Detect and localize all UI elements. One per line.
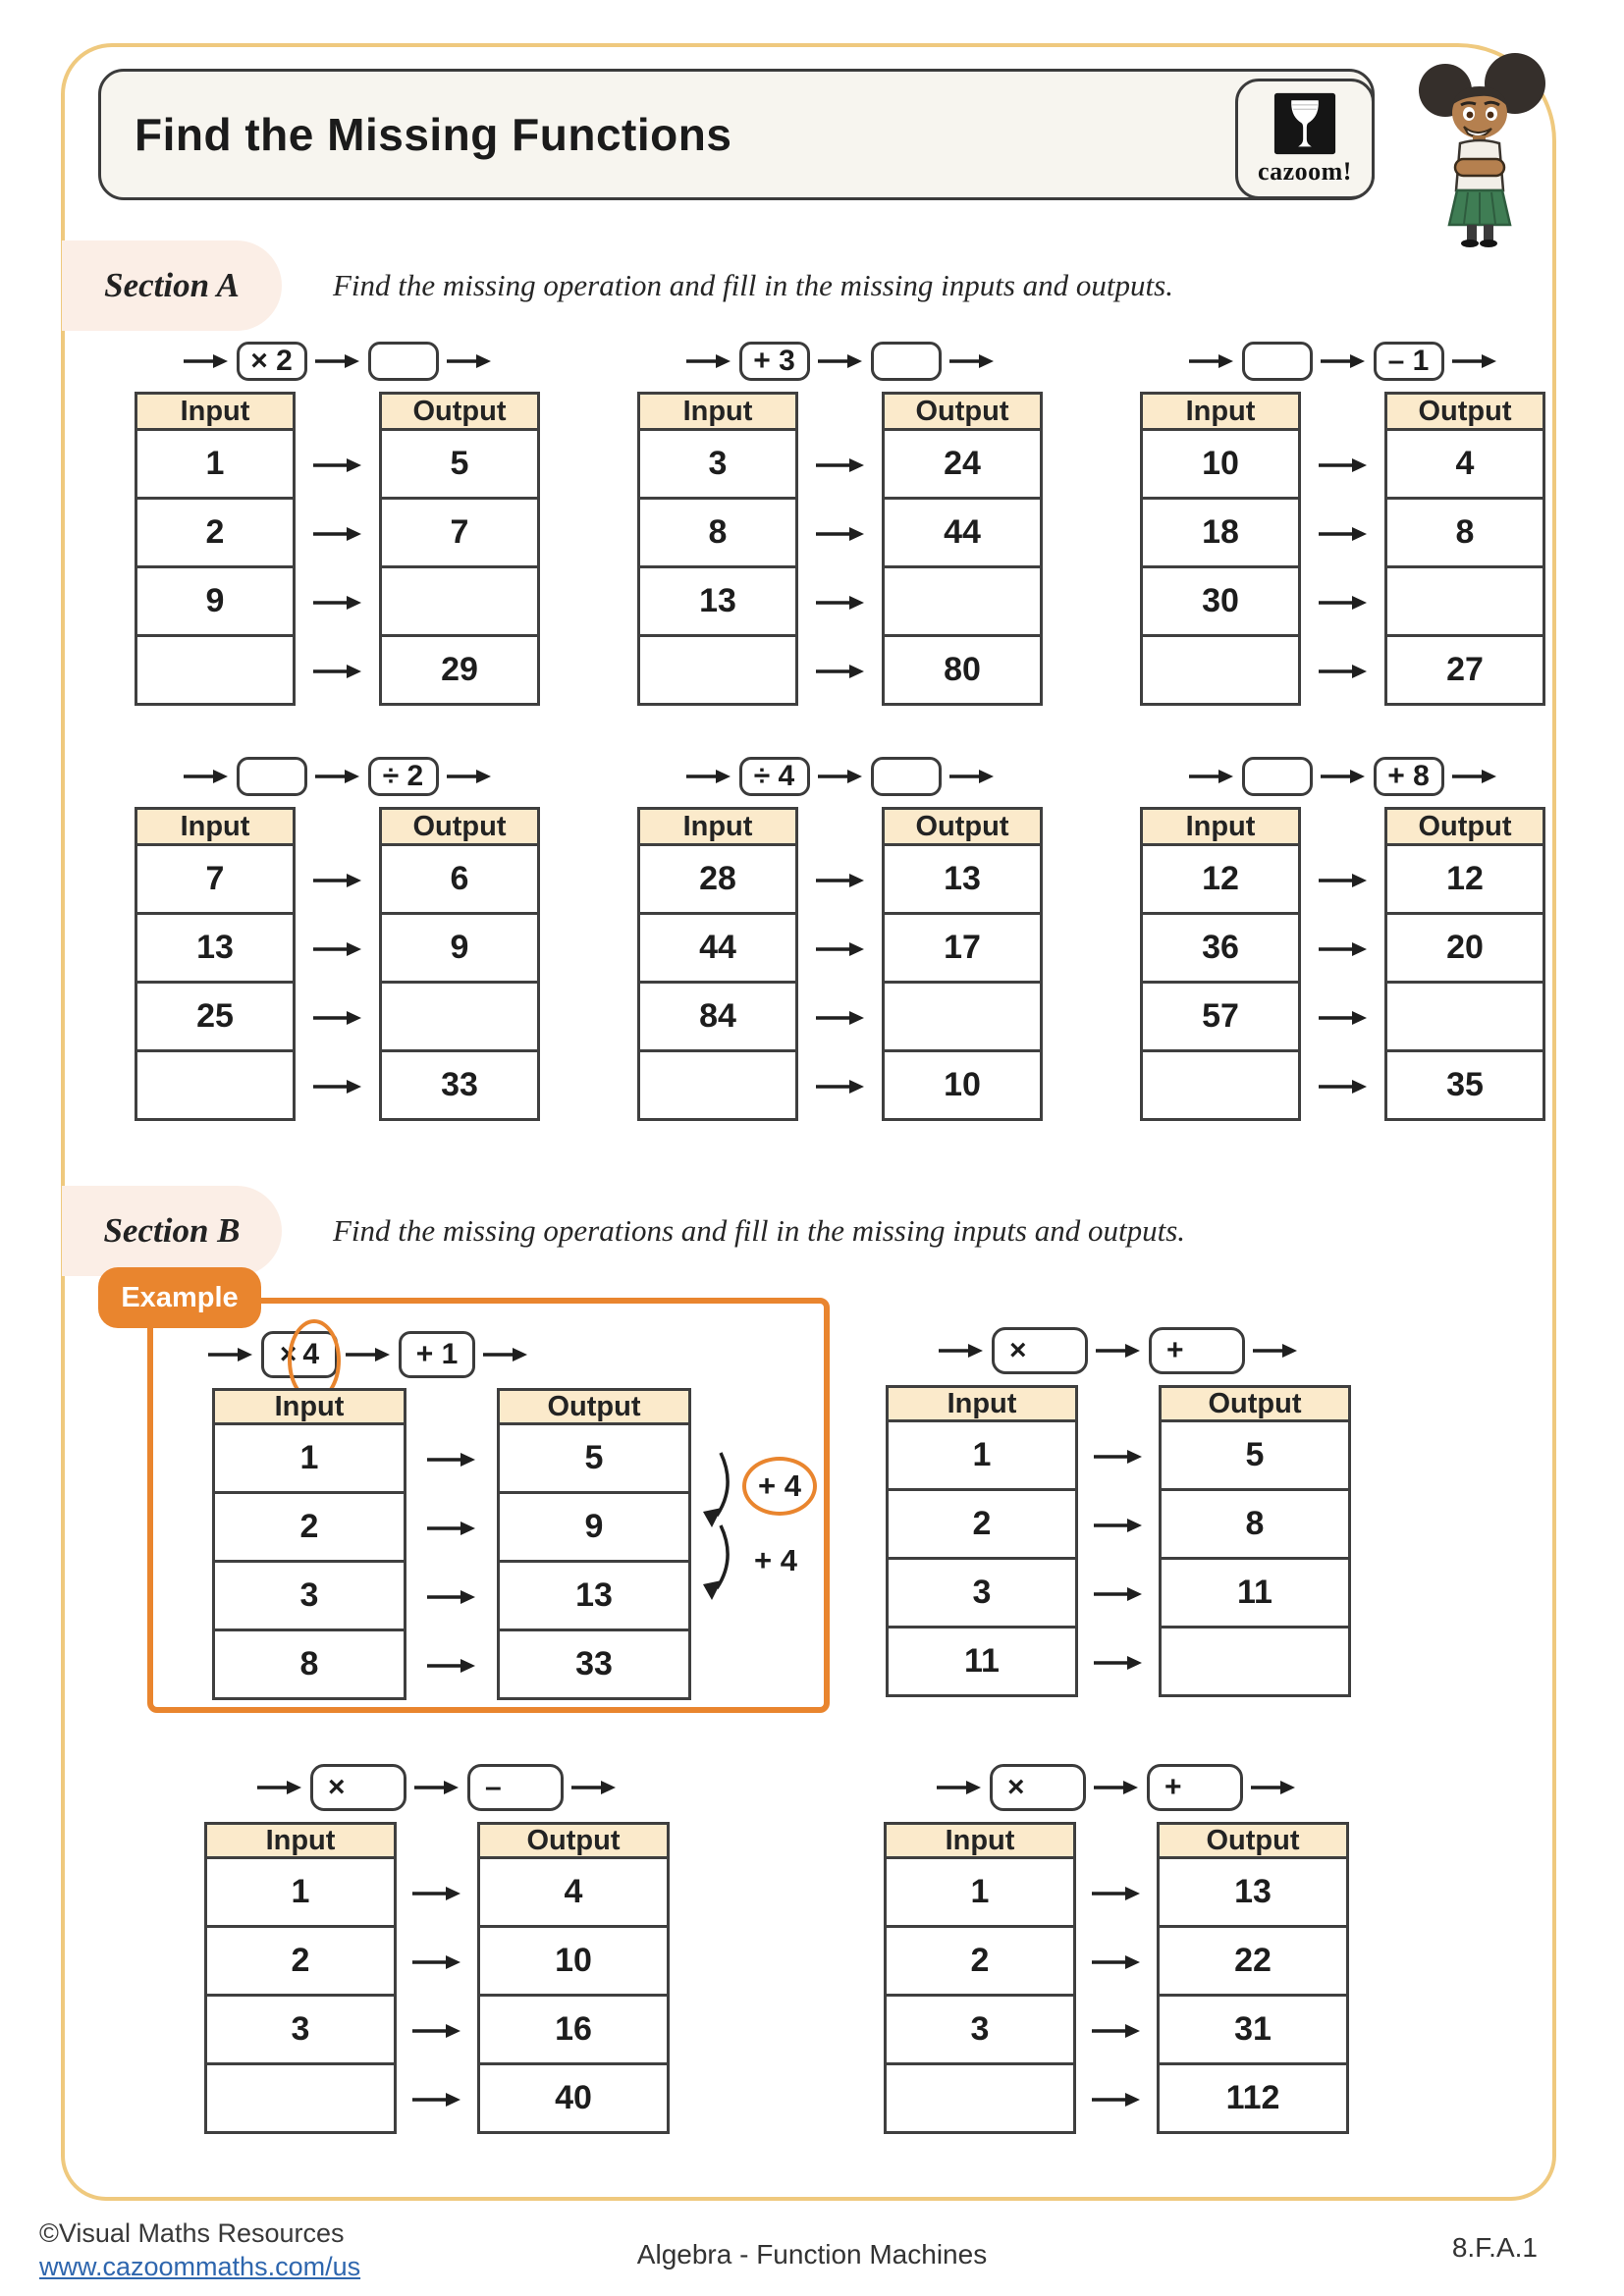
operation-row [886,1327,1351,1374]
input-cell[interactable]: 18 [1143,500,1298,568]
output-header: Output [1387,395,1543,431]
input-header: Input [640,395,795,431]
row-arrows [296,392,379,706]
output-cell: 33 [575,1645,613,1682]
section-b-label: Section B [62,1186,282,1276]
worksheet-title-bar [98,69,1375,200]
row-arrows [406,1388,497,1700]
operation-box-2[interactable] [871,342,942,381]
output-table [497,1388,691,1700]
input-cell[interactable]: 2 [887,1928,1073,1997]
input-cell[interactable]: 44 [640,915,795,984]
arrow-right-icon [816,872,865,889]
io-tables [886,1385,1351,1697]
arrow-right-icon [1319,663,1368,680]
operation-2-value: + 8 [1387,760,1430,792]
arrow-right-icon [1092,2091,1141,2109]
output-cell[interactable]: 22 [1160,1928,1346,1997]
arrow-right-icon [816,456,865,474]
operation-row [204,1764,670,1811]
input-cell[interactable]: 2 [889,1491,1075,1560]
operation-box-1[interactable] [310,1764,406,1811]
arrow-right-icon [412,2091,461,2109]
input-cell[interactable] [1143,637,1298,703]
output-cell[interactable]: 4 [480,1859,667,1928]
output-cell[interactable] [1162,1629,1348,1694]
page-title: Find the Missing Functions [135,109,732,160]
input-cell[interactable] [640,637,795,703]
operation-2-value: ÷ 2 [382,760,424,792]
input-table [884,1822,1076,2134]
output-cell[interactable]: 80 [944,651,981,688]
arrow-right-icon [315,352,360,370]
arrow-right-icon [1452,768,1497,785]
arrow-right-icon [949,352,995,370]
arrow-right-icon [1319,456,1368,474]
input-header: Input [137,395,293,431]
arrow-right-icon [939,1342,984,1360]
output-table [882,807,1043,1121]
function-machine [1140,757,1545,1121]
arrow-right-icon [1094,1779,1139,1796]
operation-box-2 [399,1331,475,1378]
io-tables [1140,807,1545,1121]
output-cell[interactable] [382,568,537,637]
arrow-right-icon [346,1346,391,1363]
io-tables [135,392,540,706]
operation-1-value: ÷ 4 [753,760,795,792]
arrow-right-icon [1319,940,1368,958]
operation-1-value: × [1009,1334,1027,1366]
machines-row-2 [135,757,1545,1121]
row-arrows [1078,1385,1159,1697]
operation-2-value: – [485,1771,502,1803]
operation-box-1[interactable] [992,1327,1088,1374]
arrow-right-icon [184,768,229,785]
output-cell[interactable]: 29 [441,651,478,688]
operation-box-1[interactable] [990,1764,1086,1811]
output-cell[interactable] [885,568,1040,637]
io-tables [1140,392,1545,706]
function-machine [135,342,540,706]
function-machine [204,1764,670,2134]
input-cell[interactable]: 9 [137,568,293,637]
output-cell[interactable]: 40 [555,2079,592,2116]
input-cell[interactable] [207,2065,394,2131]
output-header: Output [500,1391,688,1425]
output-header: Output [1387,810,1543,846]
io-tables [637,392,1043,706]
section-b-instruction: Find the missing operations and fill in the missing inputs and outputs. [333,1213,1186,1248]
output-cell[interactable]: 8 [1387,500,1543,568]
output-cell[interactable]: 17 [885,915,1040,984]
arrow-right-icon [1092,1885,1141,1902]
output-cell[interactable]: 6 [382,846,537,915]
operation-row [135,757,540,796]
arrow-right-icon [1094,1517,1143,1534]
output-cell[interactable]: 33 [441,1066,478,1103]
output-table [1157,1822,1349,2134]
arrow-right-icon [816,1078,865,1095]
footer-credits [39,2216,360,2283]
input-header: Input [207,1825,394,1859]
operation-row [637,757,1043,796]
section-a-instruction: Find the missing operation and fill in the missing inputs and outputs. [333,268,1173,302]
arrow-right-icon [313,456,362,474]
operation-row [1140,757,1545,796]
operation-1-value: × [328,1771,346,1803]
operation-row [208,1331,528,1378]
operation-1-symbol: × [279,1338,298,1370]
operation-2-value: – 1 [1387,345,1430,377]
input-cell[interactable]: 30 [1143,568,1298,637]
arrow-right-icon [427,1657,476,1675]
arrow-right-icon [1321,352,1366,370]
output-header: Output [480,1825,667,1859]
output-cell[interactable] [1387,568,1543,637]
arrow-right-icon [257,1779,302,1796]
output-cell[interactable]: 13 [1160,1859,1346,1928]
input-cell[interactable]: 3 [640,431,795,500]
output-cell[interactable]: 10 [480,1928,667,1997]
operation-row [1140,342,1545,381]
row-arrows [1076,1822,1157,2134]
output-cell[interactable] [382,984,537,1052]
operation-box-1 [261,1331,338,1378]
arrow-right-icon [1319,1078,1368,1095]
operation-box-1[interactable] [237,342,307,381]
arrow-right-icon [818,352,863,370]
section-b-header [62,1186,1185,1276]
operation-box-1[interactable] [739,757,810,796]
operation-row [135,342,540,381]
input-cell[interactable]: 2 [207,1928,394,1997]
input-cell[interactable]: 1 [207,1859,394,1928]
function-machine [135,757,540,1121]
output-header: Output [382,810,537,846]
footer-topic: Algebra - Function Machines [636,2239,988,2269]
cazoom-logo [1235,79,1375,199]
standard-code: 8.F.A.1 [1451,2232,1538,2263]
io-tables [884,1822,1349,2134]
output-cell: 13 [500,1563,688,1631]
operation-box-2[interactable] [368,757,439,796]
function-machine [886,1327,1351,1697]
input-header: Input [215,1391,404,1425]
input-cell[interactable]: 1 [887,1859,1073,1928]
io-tables [204,1822,670,2134]
input-cell[interactable]: 13 [137,915,293,984]
operation-box-2[interactable] [1149,1327,1245,1374]
input-cell[interactable]: 1 [137,431,293,500]
input-header: Input [137,810,293,846]
arrow-right-icon [1321,768,1366,785]
logo-wordmark: cazoom! [1258,156,1352,186]
copyright-text: ©Visual Maths Resources [39,2218,345,2248]
output-cell[interactable]: 10 [944,1066,981,1103]
output-table [1384,807,1545,1121]
input-cell[interactable]: 10 [1143,431,1298,500]
input-cell[interactable]: 7 [137,846,293,915]
arrow-right-icon [313,1009,362,1027]
output-header: Output [382,395,537,431]
difference-annotation: + 4 [754,1543,797,1577]
operation-row [637,342,1043,381]
input-cell: 1 [215,1425,404,1494]
input-cell[interactable]: 28 [640,846,795,915]
website-link[interactable]: www.cazoommaths.com/us [39,2252,361,2281]
output-table [379,807,540,1121]
input-cell[interactable] [887,2065,1073,2131]
arrow-right-icon [483,1346,528,1363]
operation-box-1[interactable] [1242,342,1313,381]
arrow-right-icon [313,594,362,612]
input-cell: 2 [215,1494,404,1563]
input-cell[interactable]: 25 [137,984,293,1052]
input-cell[interactable] [1143,1052,1298,1118]
input-cell[interactable]: 57 [1143,984,1298,1052]
arrow-right-icon [1319,1009,1368,1027]
output-cell: 9 [500,1494,688,1563]
input-header: Input [887,1825,1073,1859]
arrow-right-icon [816,525,865,543]
output-cell[interactable]: 44 [885,500,1040,568]
arrow-right-icon [937,1779,982,1796]
output-header: Output [1162,1388,1348,1422]
curved-arrow-icon [699,1522,738,1604]
row-arrows [397,1822,477,2134]
input-cell[interactable]: 36 [1143,915,1298,984]
output-cell[interactable]: 5 [1162,1422,1348,1491]
arrow-right-icon [1094,1585,1143,1603]
arrow-right-icon [1189,768,1234,785]
student-character-illustration [1412,51,1561,247]
machines-row-1 [135,342,1545,706]
operation-2-value: + [1164,1771,1182,1803]
row-arrows [798,807,882,1121]
arrow-right-icon [414,1779,460,1796]
input-cell[interactable]: 84 [640,984,795,1052]
output-table [1159,1385,1351,1697]
function-machine [1140,342,1545,706]
arrow-right-icon [1092,2022,1141,2040]
arrow-right-icon [1452,352,1497,370]
input-cell: 8 [299,1645,319,1682]
row-arrows [798,392,882,706]
input-cell[interactable]: 12 [1143,846,1298,915]
output-cell: 5 [500,1425,688,1494]
row-arrows [1301,392,1384,706]
arrow-right-icon [412,1953,461,1971]
operation-box-1[interactable] [237,757,307,796]
arrow-right-icon [447,768,492,785]
input-table [637,807,798,1121]
arrow-right-icon [1253,1342,1298,1360]
input-cell[interactable]: 8 [640,500,795,568]
output-cell[interactable] [1387,984,1543,1052]
output-cell[interactable]: 12 [1387,846,1543,915]
output-table [379,392,540,706]
input-header: Input [889,1388,1075,1422]
io-tables [135,807,540,1121]
section-a-label: Section A [62,240,282,331]
arrow-right-icon [427,1520,476,1537]
io-tables [637,807,1043,1121]
function-machine [884,1764,1349,2134]
arrow-right-icon [427,1451,476,1468]
operation-box-2[interactable] [368,342,439,381]
arrow-right-icon [313,663,362,680]
arrow-right-icon [427,1588,476,1606]
output-cell[interactable]: 5 [382,431,537,500]
function-machine [637,342,1043,706]
output-cell[interactable]: 11 [1162,1560,1348,1629]
example-tab: Example [98,1267,261,1328]
input-table [204,1822,397,2134]
arrow-right-icon [1319,594,1368,612]
output-cell[interactable] [885,984,1040,1052]
operation-box-2[interactable] [1374,342,1444,381]
row-arrows [1301,807,1384,1121]
output-cell[interactable]: 9 [382,915,537,984]
arrow-right-icon [1319,872,1368,889]
operation-box-2[interactable] [1147,1764,1243,1811]
arrow-right-icon [313,525,362,543]
input-cell[interactable] [640,1052,795,1118]
arrow-right-icon [313,940,362,958]
output-table [1384,392,1545,706]
input-cell[interactable]: 3 [207,1997,394,2065]
drum-icon [1273,92,1336,155]
arrow-right-icon [1319,525,1368,543]
curved-arrow-icon [699,1449,738,1531]
input-table [212,1388,406,1700]
io-tables [212,1388,691,1700]
arrow-right-icon [447,352,492,370]
arrow-right-icon [571,1779,617,1796]
arrow-right-icon [818,768,863,785]
input-table [1140,807,1301,1121]
operation-2-value: + 1 [415,1338,459,1370]
arrow-right-icon [315,768,360,785]
arrow-right-icon [816,663,865,680]
arrow-right-icon [949,768,995,785]
input-cell[interactable] [137,637,293,703]
output-cell[interactable]: 20 [1387,915,1543,984]
input-cell[interactable]: 3 [887,1997,1073,2065]
operation-1-answer: 4 [302,1338,320,1370]
output-header: Output [1160,1825,1346,1859]
arrow-right-icon [686,768,731,785]
output-header: Output [885,395,1040,431]
input-header: Input [1143,395,1298,431]
operation-box-1[interactable] [739,342,810,381]
output-cell[interactable]: 112 [1225,2079,1280,2116]
output-cell[interactable]: 27 [1446,651,1484,688]
output-cell[interactable]: 8 [1162,1491,1348,1560]
input-header: Input [640,810,795,846]
output-cell[interactable]: 13 [885,846,1040,915]
operation-1-value: + 3 [753,345,795,377]
operation-1-value: × [1007,1771,1025,1803]
operation-box-1[interactable] [1242,757,1313,796]
input-cell[interactable]: 11 [964,1642,1000,1680]
output-header: Output [885,810,1040,846]
operation-box-2[interactable] [467,1764,564,1811]
output-cell[interactable]: 16 [480,1997,667,2065]
arrow-right-icon [313,872,362,889]
output-cell[interactable]: 7 [382,500,537,568]
arrow-right-icon [412,2022,461,2040]
arrow-right-icon [816,594,865,612]
input-table [886,1385,1078,1697]
arrow-right-icon [1092,1953,1141,1971]
output-cell[interactable]: 31 [1160,1997,1346,2065]
operation-box-2[interactable] [871,757,942,796]
output-cell[interactable]: 24 [885,431,1040,500]
arrow-right-icon [1096,1342,1141,1360]
operation-box-2[interactable] [1374,757,1444,796]
row-arrows [296,807,379,1121]
operation-1-value: × 2 [250,345,293,377]
input-cell[interactable]: 2 [137,500,293,568]
arrow-right-icon [686,352,731,370]
output-table [882,392,1043,706]
function-machine [637,757,1043,1121]
difference-annotation: + 4 [742,1457,817,1516]
arrow-right-icon [412,1885,461,1902]
arrow-right-icon [816,1009,865,1027]
input-cell[interactable]: 13 [640,568,795,637]
operation-row [884,1764,1349,1811]
section-a-header [62,240,1173,331]
arrow-right-icon [1251,1779,1296,1796]
arrow-right-icon [1094,1448,1143,1466]
arrow-right-icon [1189,352,1234,370]
input-cell: 3 [215,1563,404,1631]
input-table [637,392,798,706]
arrow-right-icon [1094,1654,1143,1672]
input-header: Input [1143,810,1298,846]
output-table [477,1822,670,2134]
input-table [135,807,296,1121]
input-table [135,392,296,706]
output-cell[interactable]: 4 [1387,431,1543,500]
input-cell[interactable]: 1 [889,1422,1075,1491]
arrow-right-icon [313,1078,362,1095]
example-box [147,1298,830,1713]
arrow-right-icon [184,352,229,370]
operation-2-value: + [1166,1334,1184,1366]
arrow-right-icon [208,1346,253,1363]
output-cell[interactable]: 35 [1446,1066,1484,1103]
input-cell[interactable]: 3 [889,1560,1075,1629]
input-table [1140,392,1301,706]
arrow-right-icon [816,940,865,958]
input-cell[interactable] [137,1052,293,1118]
